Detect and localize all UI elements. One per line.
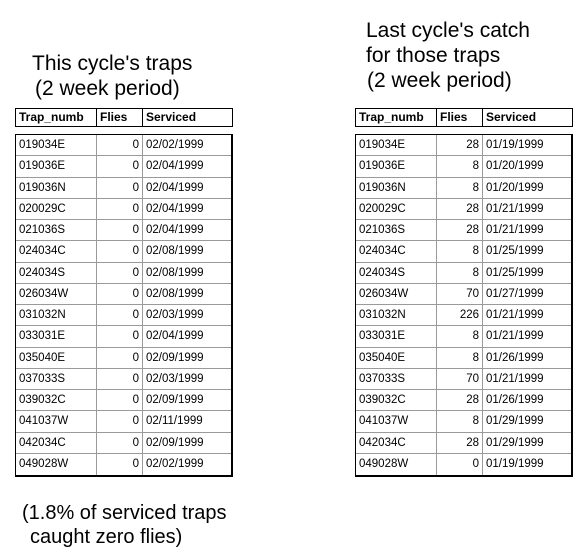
flies-cell: 0 xyxy=(97,369,143,389)
table-row xyxy=(16,433,231,454)
flies-cell: 28 xyxy=(437,199,483,219)
flies-cell: 8 xyxy=(437,326,483,346)
serviced-date-cell: 01/29/1999 xyxy=(486,415,544,428)
table-row xyxy=(356,220,571,241)
trap-number-cell: 037033S xyxy=(16,369,97,389)
trap-number-cell: 041037W xyxy=(16,411,97,431)
flies-cell: 8 xyxy=(437,178,483,198)
table-body xyxy=(355,134,573,477)
table-row xyxy=(16,178,231,199)
flies-cell: 8 xyxy=(437,348,483,368)
table-row xyxy=(16,411,231,432)
flies-cell: 0 xyxy=(97,178,143,198)
trap-number-cell: 033031E xyxy=(16,326,97,346)
footnote xyxy=(22,501,227,549)
flies-cell: 0 xyxy=(97,135,143,155)
table-row xyxy=(16,369,231,390)
flies-cell: 0 xyxy=(97,305,143,325)
table-row xyxy=(356,284,571,305)
flies-cell: 226 xyxy=(437,305,483,325)
column-header-trap: Trap_numb xyxy=(356,109,437,126)
serviced-date-cell: 01/21/1999 xyxy=(486,330,544,343)
flies-cell: 0 xyxy=(97,263,143,283)
serviced-date-cell: 02/04/1999 xyxy=(146,202,204,215)
last-cycle-subtitle: for those traps xyxy=(366,44,501,67)
flies-cell: 0 xyxy=(97,220,143,240)
column-header-serviced: Serviced xyxy=(146,110,197,124)
serviced-date-cell: 02/03/1999 xyxy=(146,309,204,321)
table-row xyxy=(16,284,231,305)
table-row xyxy=(356,241,571,262)
flies-cell: 0 xyxy=(97,433,143,453)
column-header-flies: Flies xyxy=(97,109,143,126)
flies-cell: 28 xyxy=(437,135,483,155)
table-row xyxy=(16,220,231,241)
table-row xyxy=(356,135,571,156)
serviced-date-cell: 01/21/1999 xyxy=(486,309,544,321)
flies-cell: 0 xyxy=(97,199,143,219)
serviced-date-cell: 02/02/1999 xyxy=(146,457,204,470)
serviced-date-cell: 01/19/1999 xyxy=(486,139,544,151)
serviced-date-cell: 01/21/1999 xyxy=(486,372,544,385)
flies-cell: 0 xyxy=(437,454,483,475)
flies-cell: 70 xyxy=(437,284,483,304)
current-cycle-table xyxy=(15,108,233,477)
table-row xyxy=(16,454,231,475)
serviced-date-cell: 01/25/1999 xyxy=(486,245,544,258)
serviced-date-cell: 01/19/1999 xyxy=(486,457,544,470)
trap-number-cell: 019036E xyxy=(16,156,97,176)
column-header-trap: Trap_numb xyxy=(16,109,97,126)
trap-number-cell: 019034E xyxy=(356,135,437,155)
serviced-date-cell: 02/03/1999 xyxy=(146,372,204,385)
footnote-line-2: caught zero flies) xyxy=(30,526,183,548)
table-row xyxy=(356,454,571,475)
current-cycle-period: (2 week period) xyxy=(35,77,180,100)
trap-number-cell: 049028W xyxy=(356,454,437,475)
table-row xyxy=(356,369,571,390)
serviced-date-cell: 02/04/1999 xyxy=(146,330,204,343)
flies-cell: 28 xyxy=(437,390,483,410)
table-row xyxy=(16,326,231,347)
serviced-date-cell: 02/08/1999 xyxy=(146,287,204,300)
trap-number-cell: 019036E xyxy=(356,156,437,176)
serviced-date-cell: 01/21/1999 xyxy=(486,224,544,236)
table-row xyxy=(356,263,571,284)
serviced-date-cell: 02/11/1999 xyxy=(146,415,203,428)
table-body xyxy=(15,134,233,477)
serviced-date-cell: 01/20/1999 xyxy=(486,160,544,173)
flies-cell: 0 xyxy=(97,241,143,261)
last-cycle-title: Last cycle's catch xyxy=(366,19,530,42)
trap-number-cell: 031032N xyxy=(16,305,97,325)
serviced-date-cell: 01/26/1999 xyxy=(486,351,544,364)
table-row xyxy=(356,156,571,177)
flies-cell: 0 xyxy=(97,411,143,431)
serviced-date-cell: 01/27/1999 xyxy=(486,287,544,300)
flies-cell: 8 xyxy=(437,156,483,176)
column-header-flies: Flies xyxy=(437,109,483,126)
trap-number-cell: 031032N xyxy=(356,305,437,325)
trap-number-cell: 021036S xyxy=(356,220,437,240)
trap-number-cell: 024034C xyxy=(16,241,97,261)
table-row xyxy=(356,390,571,411)
current-cycle-caption xyxy=(32,51,192,101)
last-cycle-table xyxy=(355,108,573,477)
last-cycle-caption xyxy=(366,18,530,93)
serviced-date-cell: 02/08/1999 xyxy=(146,266,204,279)
trap-number-cell: 039032C xyxy=(16,390,97,410)
flies-cell: 0 xyxy=(97,156,143,176)
trap-number-cell: 026034W xyxy=(356,284,437,304)
serviced-date-cell: 01/20/1999 xyxy=(486,181,544,194)
table-header xyxy=(355,108,573,127)
trap-number-cell: 042034C xyxy=(16,433,97,453)
trap-number-cell: 020029C xyxy=(356,199,437,219)
serviced-date-cell: 02/04/1999 xyxy=(146,224,204,236)
table-row xyxy=(16,241,231,262)
serviced-date-cell: 02/04/1999 xyxy=(146,160,204,173)
current-cycle-title: This cycle's traps xyxy=(32,52,193,75)
trap-number-cell: 042034C xyxy=(356,433,437,453)
table-row xyxy=(16,156,231,177)
trap-number-cell: 041037W xyxy=(356,411,437,431)
trap-number-cell: 039032C xyxy=(356,390,437,410)
table-row xyxy=(16,305,231,326)
flies-cell: 28 xyxy=(437,433,483,453)
table-row xyxy=(16,263,231,284)
flies-cell: 0 xyxy=(97,284,143,304)
table-row xyxy=(16,135,231,156)
serviced-date-cell: 01/29/1999 xyxy=(486,436,544,449)
table-row xyxy=(356,178,571,199)
trap-number-cell: 024034C xyxy=(356,241,437,261)
trap-number-cell: 026034W xyxy=(16,284,97,304)
table-row xyxy=(16,348,231,369)
serviced-date-cell: 02/09/1999 xyxy=(146,394,204,406)
flies-cell: 0 xyxy=(97,390,143,410)
trap-number-cell: 035040E xyxy=(16,348,97,368)
serviced-date-cell: 01/25/1999 xyxy=(486,266,544,279)
trap-number-cell: 019036N xyxy=(356,178,437,198)
table-row xyxy=(356,348,571,369)
trap-number-cell: 020029C xyxy=(16,199,97,219)
trap-number-cell: 024034S xyxy=(356,263,437,283)
flies-cell: 28 xyxy=(437,220,483,240)
table-row xyxy=(356,411,571,432)
flies-cell: 8 xyxy=(437,241,483,261)
table-row xyxy=(16,390,231,411)
flies-cell: 8 xyxy=(437,411,483,431)
table-row xyxy=(356,433,571,454)
table-row xyxy=(16,199,231,220)
serviced-date-cell: 02/09/1999 xyxy=(146,351,204,364)
column-header-serviced: Serviced xyxy=(486,110,537,124)
serviced-date-cell: 01/21/1999 xyxy=(486,202,544,215)
trap-number-cell: 035040E xyxy=(356,348,437,368)
trap-number-cell: 019034E xyxy=(16,135,97,155)
serviced-date-cell: 01/26/1999 xyxy=(486,394,544,406)
table-row xyxy=(356,326,571,347)
last-cycle-period: (2 week period) xyxy=(367,69,512,92)
table-header xyxy=(15,108,233,127)
serviced-date-cell: 02/08/1999 xyxy=(146,245,204,258)
trap-number-cell: 033031E xyxy=(356,326,437,346)
trap-number-cell: 019036N xyxy=(16,178,97,198)
trap-number-cell: 021036S xyxy=(16,220,97,240)
table-row xyxy=(356,199,571,220)
serviced-date-cell: 02/04/1999 xyxy=(146,181,204,194)
trap-number-cell: 049028W xyxy=(16,454,97,475)
table-row xyxy=(356,305,571,326)
trap-number-cell: 037033S xyxy=(356,369,437,389)
flies-cell: 0 xyxy=(97,348,143,368)
flies-cell: 8 xyxy=(437,263,483,283)
flies-cell: 0 xyxy=(97,454,143,475)
serviced-date-cell: 02/02/1999 xyxy=(146,139,204,151)
footnote-line-1: (1.8% of serviced traps xyxy=(22,502,227,524)
trap-number-cell: 024034S xyxy=(16,263,97,283)
flies-cell: 70 xyxy=(437,369,483,389)
serviced-date-cell: 02/09/1999 xyxy=(146,436,204,449)
flies-cell: 0 xyxy=(97,326,143,346)
